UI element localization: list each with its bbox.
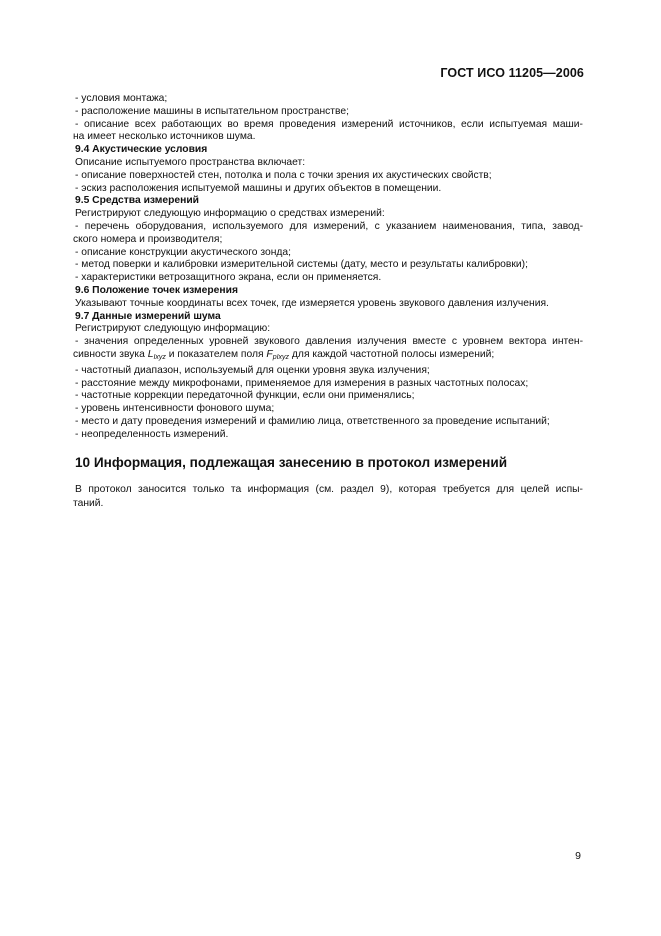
list-item: - расстояние между микрофонами, применяемое для измерения в разных частотных полосах;	[75, 377, 529, 389]
text-fragment: и показателем поля	[165, 348, 267, 360]
list-item: - расположение машины в испытательном пространстве;	[75, 105, 349, 117]
subscript-pIxyz: pIxyz	[272, 353, 290, 361]
list-item: - эскиз расположения испытуемой машины и других объектов в помещении.	[75, 182, 442, 194]
list-item: - частотный диапазон, используемый для оценки уровня звука излучения;	[75, 364, 430, 376]
list-item: - частотные коррекции передаточной функции, если они применялись;	[75, 390, 415, 402]
page-number: 9	[575, 850, 581, 862]
paragraph-line: таний.	[73, 497, 104, 509]
subscript-Ixyz: Ixyz	[153, 353, 166, 361]
list-item-continuation: ского номера и производителя;	[73, 233, 223, 245]
subsection-heading-9-6: 9.6 Положение точек измерения	[75, 284, 238, 296]
paragraph-line: Указывают точные координаты всех точек, где измеряется уровень звукового давления излучения.	[75, 297, 549, 309]
list-item: - значения определенных уровней звукового давления излучения вместе с уровнем вектора интен-	[75, 336, 583, 348]
subsection-heading-9-5: 9.5 Средства измерений	[75, 195, 200, 207]
section-10-heading: 10 Информация, подлежащая занесению в протокол измерений	[75, 455, 508, 470]
list-item: - условия монтажа;	[75, 93, 168, 104]
symbol-L: L	[147, 348, 154, 360]
document-code-header: ГОСТ ИСО 11205—2006	[440, 66, 584, 80]
paragraph-line: В протокол заносится только та информация (см. раздел 9), которая требуется для целей испы-	[75, 484, 583, 495]
list-item: - метод поверки и калибровки измерительной системы (дату, место и результаты калибровки);	[75, 259, 528, 271]
paragraph-line: Регистрируют следующую информацию о средствах измерений:	[75, 208, 385, 220]
list-item: - место и дату проведения измерений и фамилию лица, ответственного за проведение испытаний;	[75, 415, 550, 427]
section-10-paragraph	[75, 483, 583, 510]
symbol-F: F	[266, 348, 273, 360]
list-item: - описание поверхностей стен, потолка и пола с точки зрения их акустических свойств;	[75, 169, 492, 181]
section-9-body	[75, 93, 583, 442]
list-item: - перечень оборудования, используемого для измерений, с указанием наименования, типа, завод-	[75, 220, 583, 232]
paragraph-line: Регистрируют следующую информацию:	[75, 323, 271, 335]
text-fragment: для каждой частотной полосы измерений;	[289, 348, 495, 360]
list-item-continuation: на имеет несколько источников шума.	[73, 131, 256, 143]
subsection-heading-9-4: 9.4 Акустические условия	[75, 144, 208, 156]
list-item: - описание всех работающих во время проведения измерений источников, если испытуемая маши-	[75, 118, 583, 130]
list-item: - характеристики ветрозащитного экрана, если он применяется.	[75, 272, 382, 284]
text-fragment: сивности звука	[73, 348, 148, 360]
list-item: - уровень интенсивности фонового шума;	[75, 403, 275, 415]
paragraph-line: Описание испытуемого пространства включает:	[75, 156, 306, 168]
subsection-heading-9-7: 9.7 Данные измерений шума	[75, 310, 221, 322]
list-item-continuation-with-symbols	[73, 349, 583, 365]
list-item: - описание конструкции акустического зонда;	[75, 246, 291, 258]
list-item: - неопределенность измерений.	[75, 428, 229, 440]
